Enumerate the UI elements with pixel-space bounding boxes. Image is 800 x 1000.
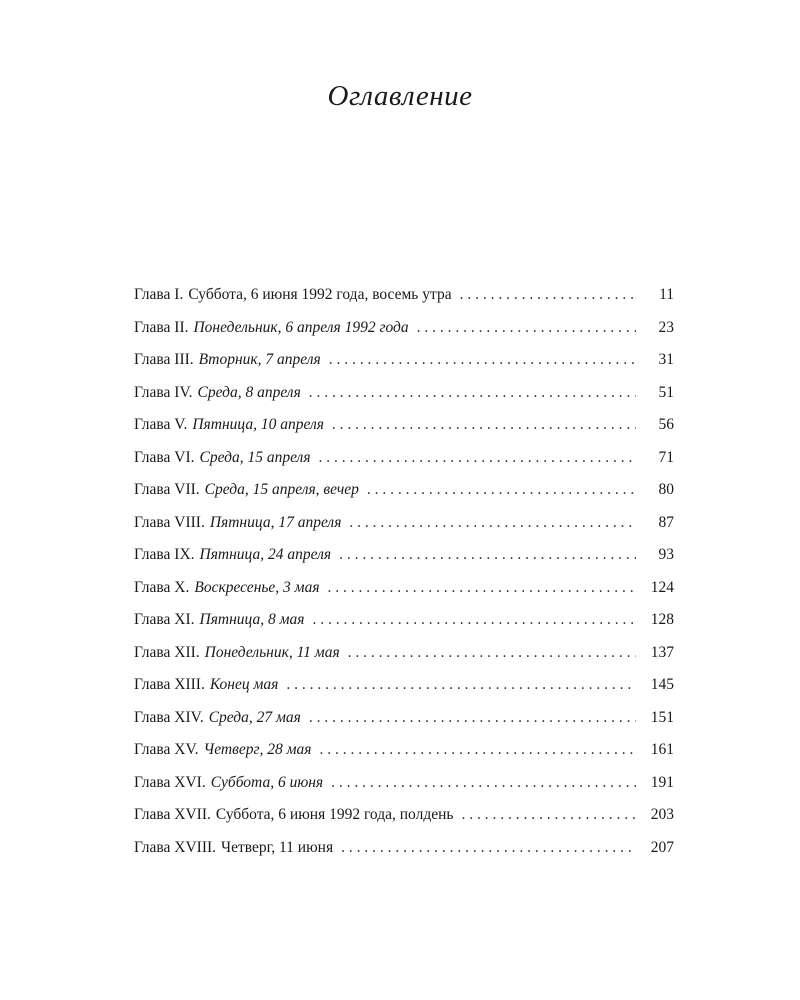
toc-chapter-number: Глава XIII. xyxy=(134,676,205,693)
toc-chapter-number: Глава XVI. xyxy=(134,773,206,791)
toc-page-number: 137 xyxy=(650,643,674,661)
toc-page-number: 151 xyxy=(650,708,674,726)
toc-chapter-title: Суббота, 6 июня 1992 года, полдень xyxy=(215,806,454,823)
toc-chapter-title: Пятница, 17 апреля xyxy=(209,513,342,531)
toc-chapter-title: Четверг, 28 мая xyxy=(203,741,312,758)
toc-dot-leader xyxy=(367,481,636,499)
toc-chapter-title: Пятница, 10 апреля xyxy=(192,416,324,433)
toc-entry[interactable] xyxy=(134,319,674,352)
toc-entry[interactable] xyxy=(134,286,674,319)
toc-chapter-title: Понедельник, 11 мая xyxy=(204,643,340,661)
toc-dot-leader xyxy=(319,741,636,759)
toc-chapter-title: Понедельник, 6 апреля 1992 года xyxy=(193,318,409,336)
toc-dot-leader xyxy=(417,319,636,337)
toc-entry[interactable] xyxy=(134,676,674,709)
toc-dot-leader xyxy=(309,384,636,402)
toc-page-number: 93 xyxy=(658,546,674,563)
toc-chapter-number: Глава VIII. xyxy=(134,513,205,531)
toc-entry[interactable] xyxy=(134,806,674,839)
toc-dot-leader xyxy=(312,611,636,629)
toc-chapter-number: Глава XIV. xyxy=(134,708,204,726)
toc-chapter-number: Глава XVII. xyxy=(134,806,211,823)
toc-chapter-number: Глава XVIII. xyxy=(134,838,217,856)
toc-chapter-number: Глава XII. xyxy=(134,643,200,661)
toc-chapter-number: Глава V. xyxy=(134,416,188,433)
toc-dot-leader xyxy=(328,579,636,597)
toc-entry[interactable] xyxy=(134,481,674,514)
toc-chapter-number: Глава VI. xyxy=(134,448,195,466)
toc-dot-leader xyxy=(460,286,636,304)
toc-chapter-title: Воскресенье, 3 мая xyxy=(194,578,320,596)
toc-chapter-number: Глава IX. xyxy=(134,546,195,563)
toc-chapter-number: Глава X. xyxy=(134,578,190,596)
toc-chapter-title: Среда, 15 апреля xyxy=(199,448,311,466)
toc-page-number: 23 xyxy=(658,318,674,336)
toc-dot-leader xyxy=(341,839,636,857)
toc-chapter-number: Глава II. xyxy=(134,318,189,336)
toc-chapter-number: Глава IV. xyxy=(134,383,193,401)
toc-dot-leader xyxy=(329,351,636,369)
toc-chapter-title: Среда, 8 апреля xyxy=(197,383,301,401)
toc-chapter-number: Глава XV. xyxy=(134,741,199,758)
toc-chapter-title: Суббота, 6 июня xyxy=(210,773,324,791)
toc-page-number: 145 xyxy=(650,676,674,693)
toc-dot-leader xyxy=(332,416,636,434)
toc-chapter-title: Среда, 27 мая xyxy=(208,708,301,726)
toc-page-number: 124 xyxy=(650,578,674,596)
toc-chapter-title: Пятница, 24 апреля xyxy=(199,546,332,563)
toc-chapter-title: Четверг, 11 июня xyxy=(221,838,334,856)
toc-entry[interactable] xyxy=(134,579,674,612)
toc-page-number: 11 xyxy=(659,286,674,303)
toc-entry[interactable] xyxy=(134,449,674,482)
toc-entry[interactable] xyxy=(134,384,674,417)
toc-page-number: 87 xyxy=(658,513,674,531)
toc-page-number: 161 xyxy=(650,741,674,758)
toc-dot-leader xyxy=(349,514,636,532)
toc-page-number: 71 xyxy=(658,448,674,466)
toc-chapter-title: Среда, 15 апреля, вечер xyxy=(204,481,359,498)
toc-entry[interactable] xyxy=(134,546,674,579)
toc-chapter-number: Глава I. xyxy=(134,286,184,303)
page-title: Оглавление xyxy=(327,80,473,112)
toc-dot-leader xyxy=(331,774,636,792)
toc-entry[interactable] xyxy=(134,709,674,742)
toc-page-number: 191 xyxy=(650,773,674,791)
toc-chapter-number: Глава XI. xyxy=(134,611,195,628)
toc-chapter-title: Конец мая xyxy=(209,676,279,693)
toc-chapter-title: Суббота, 6 июня 1992 года, восемь утра xyxy=(188,286,452,303)
toc-entry[interactable] xyxy=(134,416,674,449)
table-of-contents xyxy=(134,286,674,871)
toc-dot-leader xyxy=(348,644,636,662)
toc-dot-leader xyxy=(286,676,636,694)
toc-entry[interactable] xyxy=(134,774,674,807)
toc-entry[interactable] xyxy=(134,839,674,872)
toc-entry[interactable] xyxy=(134,644,674,677)
toc-page-number: 203 xyxy=(650,806,674,823)
toc-page-number: 207 xyxy=(650,838,674,856)
toc-page-number: 31 xyxy=(658,351,674,368)
toc-page-number: 128 xyxy=(650,611,674,628)
toc-entry[interactable] xyxy=(134,351,674,384)
toc-dot-leader xyxy=(309,709,636,727)
toc-chapter-title: Вторник, 7 апреля xyxy=(198,351,321,368)
toc-page-number: 80 xyxy=(658,481,674,498)
toc-entry[interactable] xyxy=(134,514,674,547)
toc-page-number: 56 xyxy=(658,416,674,433)
toc-page-number: 51 xyxy=(658,383,674,401)
toc-dot-leader xyxy=(319,449,636,467)
toc-entry[interactable] xyxy=(134,741,674,774)
toc-dot-leader xyxy=(461,806,636,824)
toc-chapter-number: Глава III. xyxy=(134,351,194,368)
toc-chapter-number: Глава VII. xyxy=(134,481,200,498)
toc-dot-leader xyxy=(339,546,636,564)
toc-entry[interactable] xyxy=(134,611,674,644)
toc-chapter-title: Пятница, 8 мая xyxy=(199,611,305,628)
